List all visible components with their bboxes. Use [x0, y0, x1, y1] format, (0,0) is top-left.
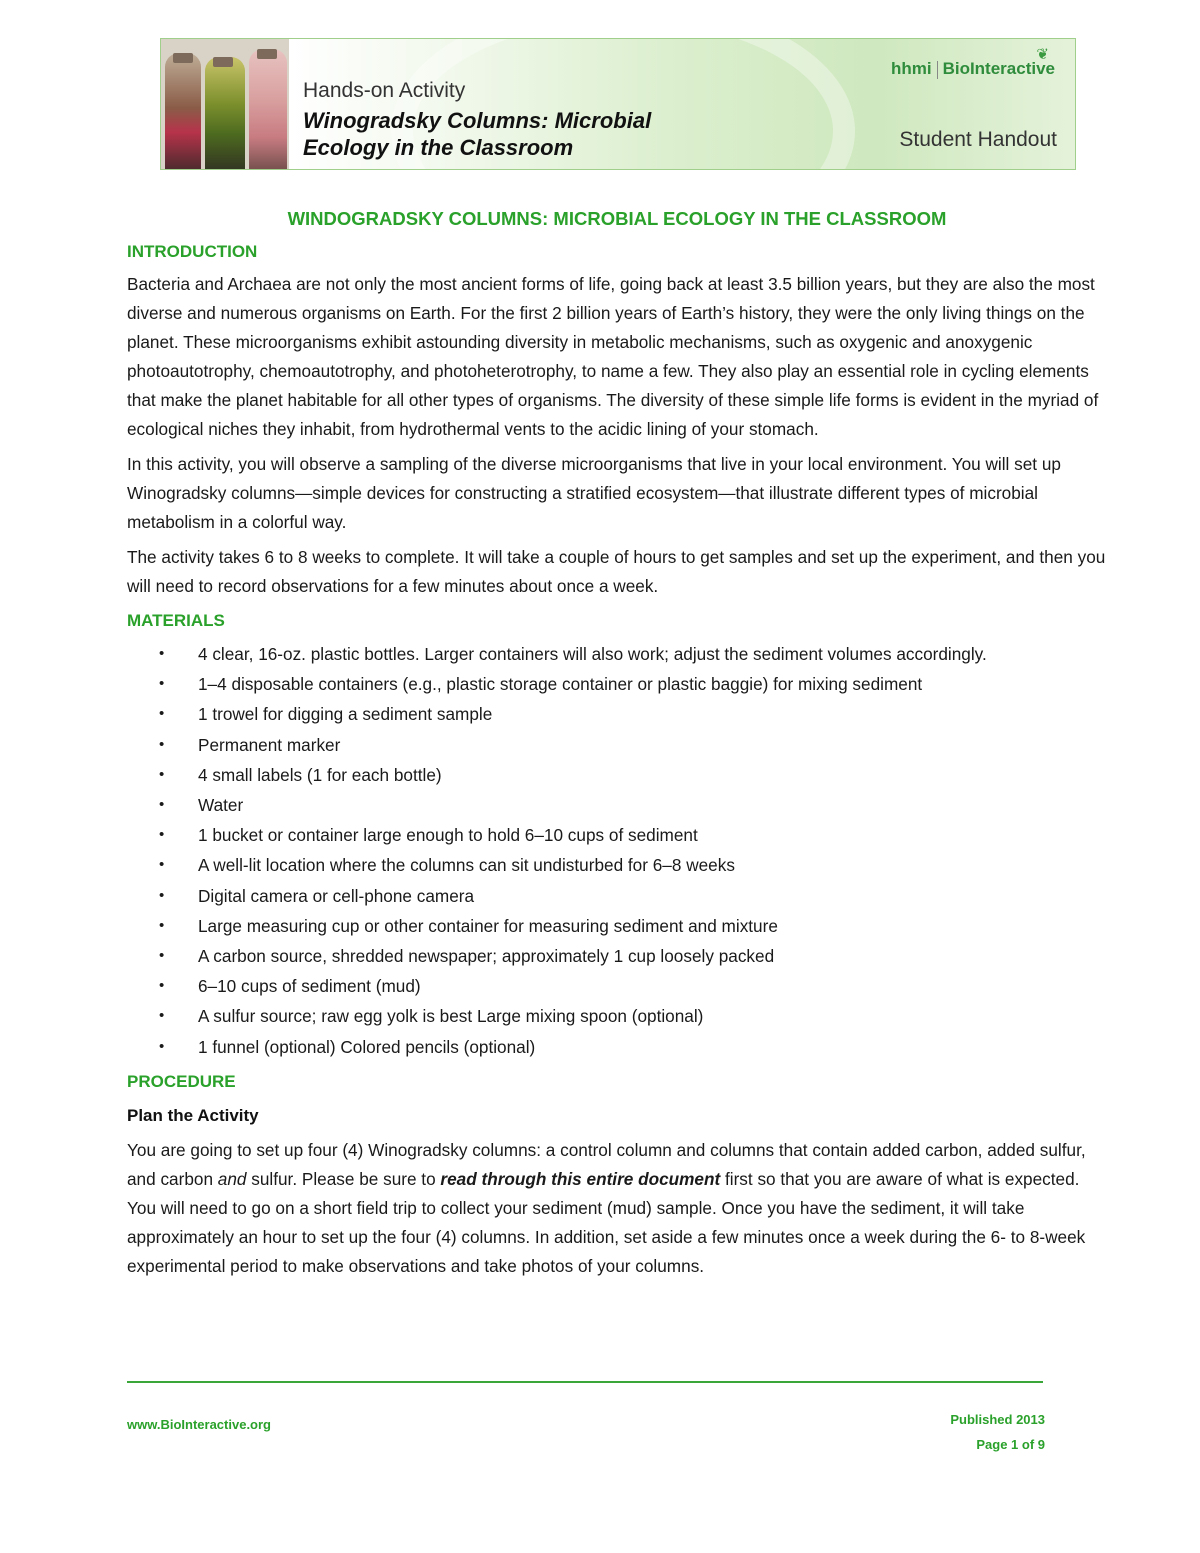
- list-item: • Water: [127, 790, 1107, 820]
- introduction-heading: INTRODUCTION: [127, 242, 258, 261]
- banner-subtitle: Student Handout: [899, 128, 1057, 151]
- bullet-icon: •: [159, 886, 165, 904]
- bullet-icon: •: [159, 765, 165, 783]
- header-banner: [160, 38, 1076, 170]
- logo-hhmi: hhmi: [890, 59, 932, 78]
- list-item: • A sulfur source; raw egg yolk is best Large mixing spoon (optional): [127, 1001, 1107, 1031]
- bullet-icon: •: [159, 705, 165, 723]
- list-item: • A carbon source, shredded newspaper; approximately 1 cup loosely packed: [127, 941, 1107, 971]
- bullet-icon: •: [159, 856, 165, 874]
- footer-divider: [127, 1381, 1043, 1383]
- list-item: • Permanent marker: [127, 730, 1107, 760]
- intro-paragraph-2: In this activity, you will observe a sampling of the diverse microorganisms that live in your local environment. You will set up Winogradsky columns—simple devices for constructing a stratified ecosystem—that illustrate different types of microbial metabolism in a colorful way.: [127, 454, 1061, 532]
- list-item: • 4 clear, 16-oz. plastic bottles. Larger containers will also work; adjust the sediment volumes accordingly.: [127, 639, 1107, 669]
- document-body: [127, 200, 1107, 1287]
- materials-heading: MATERIALS: [127, 611, 225, 630]
- bullet-icon: •: [159, 826, 165, 844]
- list-item: • 4 small labels (1 for each bottle): [127, 760, 1107, 790]
- bullet-icon: •: [159, 947, 165, 965]
- document-title: WINDOGRADSKY COLUMNS: MICROBIAL ECOLOGY IN THE CLASSROOM: [287, 208, 947, 229]
- bottles-photo: [161, 39, 289, 169]
- footer-publication-info: [950, 1407, 1045, 1457]
- bottle-image: [249, 49, 287, 169]
- emphasis-and: and: [217, 1168, 247, 1189]
- footer-url-link[interactable]: www.BioInteractive.org: [127, 1417, 271, 1432]
- bullet-icon: •: [159, 645, 165, 662]
- bullet-icon: •: [159, 977, 165, 995]
- page-number: Page 1 of 9: [976, 1437, 1045, 1452]
- bullet-icon: •: [159, 796, 165, 814]
- list-item: • A well-lit location where the columns can sit undisturbed for 6–8 weeks: [127, 850, 1107, 880]
- list-item: • Large measuring cup or other container for measuring sediment and mixture: [127, 911, 1107, 941]
- hhmi-biointeractive-logo: [891, 59, 1055, 79]
- bullet-icon: •: [159, 1037, 165, 1055]
- list-item: • 1 funnel (optional) Colored pencils (optional): [127, 1032, 1107, 1062]
- plan-activity-subheading: Plan the Activity: [127, 1105, 259, 1125]
- bullet-icon: •: [159, 735, 165, 753]
- banner-kicker: Hands-on Activity: [303, 79, 466, 102]
- list-item: • Digital camera or cell-phone camera: [127, 881, 1107, 911]
- intro-paragraph-3: The activity takes 6 to 8 weeks to complete. It will take a couple of hours to get samples and set up the experiment, and then you will need to record observations for a few minutes about once a week.: [127, 547, 1106, 596]
- logo-biointeractive: BioInteractive: [942, 59, 1055, 78]
- emphasis-read-through: read through this entire document: [440, 1168, 721, 1189]
- list-item: • 1 trowel for digging a sediment sample: [127, 699, 1107, 729]
- bullet-icon: •: [159, 675, 165, 693]
- list-item: • 6–10 cups of sediment (mud): [127, 971, 1107, 1001]
- published-year: Published 2013: [950, 1412, 1045, 1427]
- bullet-icon: •: [159, 1007, 165, 1025]
- intro-paragraph-1: Bacteria and Archaea are not only the most ancient forms of life, going back at least 3.5 billion years, but they are also the most diverse and numerous organisms on Earth. For the first 2 billion years of Earth’s history, they were the only living things on the planet. These microorganisms exhibit astounding diversity in metabolic mechanisms, such as oxygenic and anoxygenic photoautotrophy, chemoautotrophy, and photoheterotrophy, to name a few. They also play an essential role in cycling elements that make the planet habitable for all other types of organisms. The diversity of these simple life forms is evident in the myriad of ecological niches they inhabit, from hydrothermal vents to the acidic lining of your stomach.: [127, 274, 1099, 439]
- materials-list: [127, 639, 1107, 1062]
- list-item: • 1 bucket or container large enough to hold 6–10 cups of sediment: [127, 820, 1107, 850]
- bottle-image: [205, 57, 245, 169]
- bullet-icon: •: [159, 916, 165, 934]
- leaf-icon: ❦: [1036, 46, 1049, 63]
- banner-title: Winogradsky Columns: Microbial Ecology in the Classroom: [303, 108, 652, 160]
- procedure-heading: PROCEDURE: [127, 1071, 236, 1091]
- list-item: • 1–4 disposable containers (e.g., plastic storage container or plastic baggie) for mixing sediment: [127, 669, 1107, 699]
- procedure-paragraph: You are going to set up four (4) Winogradsky columns: a control column and columns that contain added carbon, added sulfur, and carbon and sulfur. Please be sure to read through this entire document first so that you are aware of what is expected. You will need to go on a short field trip to collect your sediment (mud) sample. Once you have the sediment, it will take approximately an hour to set up the four (4) columns. In addition, set aside a few minutes once a week during the 6- to 8-week experimental period to make observations and take photos of your columns.: [127, 1139, 1086, 1276]
- bottle-image: [165, 53, 201, 169]
